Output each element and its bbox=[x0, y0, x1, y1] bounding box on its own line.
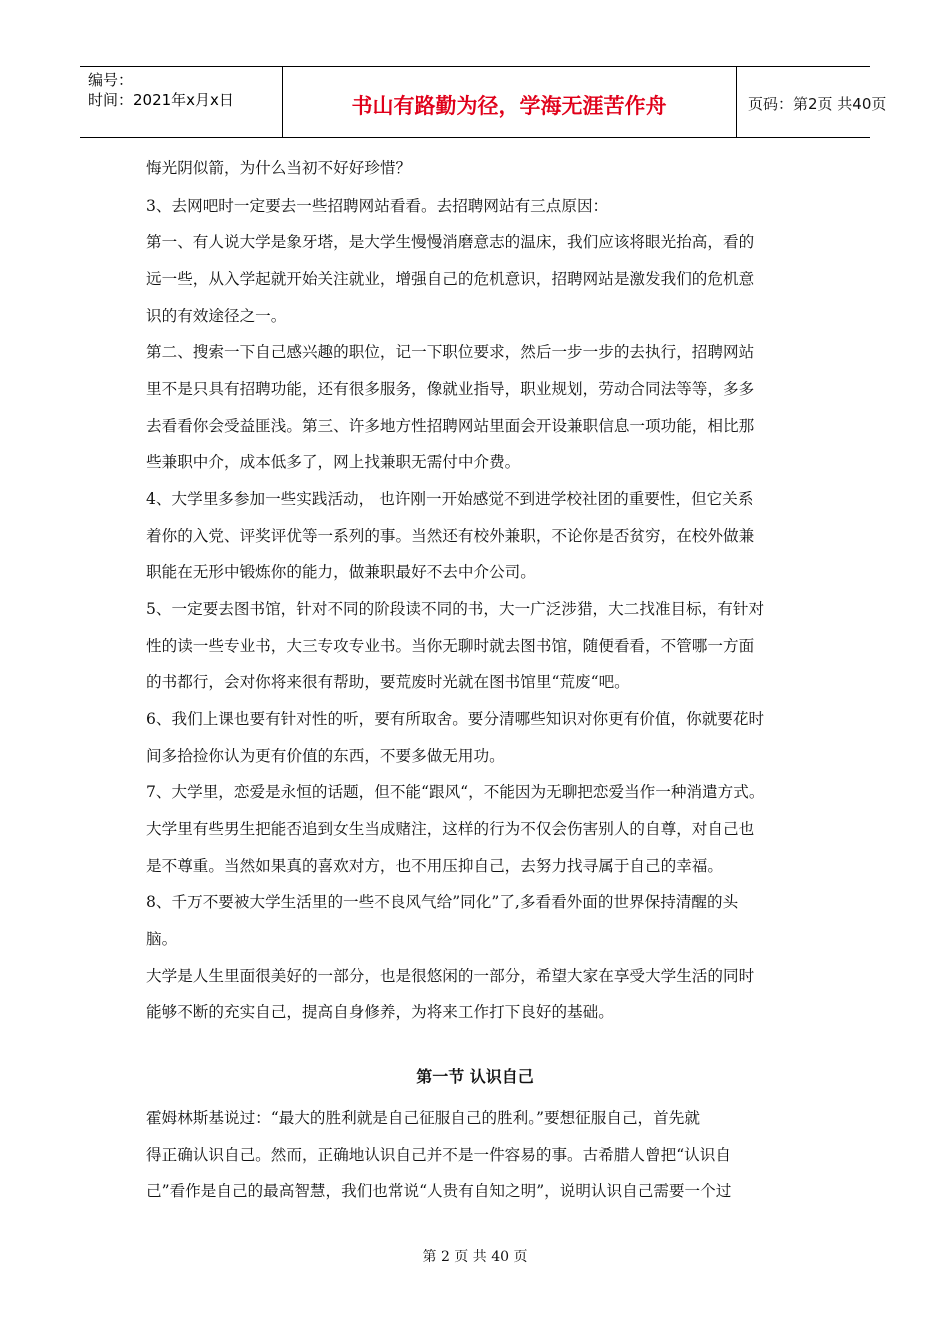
body-line: 远一些，从入学起就开始关注就业，增强自己的危机意识，招聘网站是激发我们的危机意 bbox=[146, 270, 755, 288]
body-line: 4、大学里多参加一些实践活动， 也许刚一开始感觉不到进学校社团的重要性，但它关系 bbox=[146, 490, 754, 508]
body-line: 脑。 bbox=[146, 930, 178, 948]
body-line: 能够不断的充实自己，提高自身修养，为将来工作打下良好的基础。 bbox=[146, 1003, 614, 1021]
body-line: 第二、搜索一下自己感兴趣的职位，记一下职位要求，然后一步一步的去执行，招聘网站 bbox=[146, 343, 755, 361]
body-line: 的书都行，会对你将来很有帮助，要荒废时光就在图书馆里“荒废“吧。 bbox=[146, 673, 630, 691]
header-motto: 书山有路勤为径，学海无涯苦作舟 bbox=[351, 94, 667, 118]
body-line: 5、一定要去图书馆，针对不同的阶段读不同的书，大一广泛涉猎，大二找准目标，有针对 bbox=[146, 600, 765, 618]
body-line: 里不是只具有招聘功能，还有很多服务，像就业指导，职业规划，劳动合同法等等，多多 bbox=[146, 380, 755, 398]
section-line: 得正确认识自己。然而，正确地认识自己并不是一件容易的事。古希腊人曾把“认识自 bbox=[146, 1146, 731, 1164]
section-line: 霍姆林斯基说过：“最大的胜利就是自己征服自己的胜利。”要想征服自己，首先就 bbox=[146, 1109, 700, 1127]
date-label: 时间：2021年x月x日 bbox=[88, 91, 234, 109]
body-line: 着你的入党、评奖评优等一系列的事。当然还有校外兼职，不论你是否贫穷，在校外做兼 bbox=[146, 527, 755, 545]
section-title: 第一节 认识自己 bbox=[416, 1067, 534, 1086]
body-line: 些兼职中介，成本低多了，网上找兼职无需付中介费。 bbox=[146, 453, 521, 471]
body-line: 3、去网吧时一定要去一些招聘网站看看。去招聘网站有三点原因： bbox=[146, 197, 609, 215]
page-info: 页码：第2页 共40页 bbox=[748, 95, 887, 113]
serial-label: 编号： bbox=[88, 71, 134, 89]
body-line: 6、我们上课也要有针对性的听，要有所取舍。要分清哪些知识对你更有价值，你就要花时 bbox=[146, 710, 765, 728]
body-line: 悔光阴似箭，为什么当初不好好珍惜？ bbox=[146, 159, 412, 177]
page-footer: 第 2 页 共 40 页 bbox=[422, 1249, 528, 1265]
body-line: 识的有效途径之一。 bbox=[146, 307, 287, 325]
body-line: 间多拾捡你认为更有价值的东西，不要多做无用功。 bbox=[146, 747, 505, 765]
header-motto-cell bbox=[282, 67, 737, 137]
body-line: 去看看你会受益匪浅。第三、许多地方性招聘网站里面会开设兼职信息一项功能，相比那 bbox=[146, 417, 755, 435]
body-line: 大学里有些男生把能否追到女生当成赌注，这样的行为不仅会伤害别人的自尊，对自己也 bbox=[146, 820, 755, 838]
body-line: 是不尊重。当然如果真的喜欢对方，也不用压抑自己，去努力找寻属于自己的幸福。 bbox=[146, 857, 723, 875]
body-line: 性的读一些专业书，大三专攻专业书。当你无聊时就去图书馆，随便看看，不管哪一方面 bbox=[146, 637, 755, 655]
header-right-cell bbox=[736, 67, 887, 137]
header-left-cell bbox=[80, 67, 283, 137]
body-line: 8、千万不要被大学生活里的一些不良风气给”同化”了,多看看外面的世界保持清醒的头 bbox=[146, 893, 739, 911]
section-line: 己”看作是自己的最高智慧，我们也常说“人贵有自知之明”，说明认识自己需要一个过 bbox=[146, 1182, 732, 1200]
page-header-table bbox=[80, 66, 887, 138]
body-line: 7、大学里，恋爱是永恒的话题，但不能“跟风“，不能因为无聊把恋爱当作一种消遣方式。 bbox=[146, 783, 765, 801]
body-line: 第一、有人说大学是象牙塔，是大学生慢慢消磨意志的温床，我们应该将眼光抬高，看的 bbox=[146, 233, 755, 251]
body-line: 职能在无形中锻炼你的能力，做兼职最好不去中介公司。 bbox=[146, 563, 536, 581]
body-line: 大学是人生里面很美好的一部分，也是很悠闲的一部分，希望大家在享受大学生活的同时 bbox=[146, 967, 755, 985]
